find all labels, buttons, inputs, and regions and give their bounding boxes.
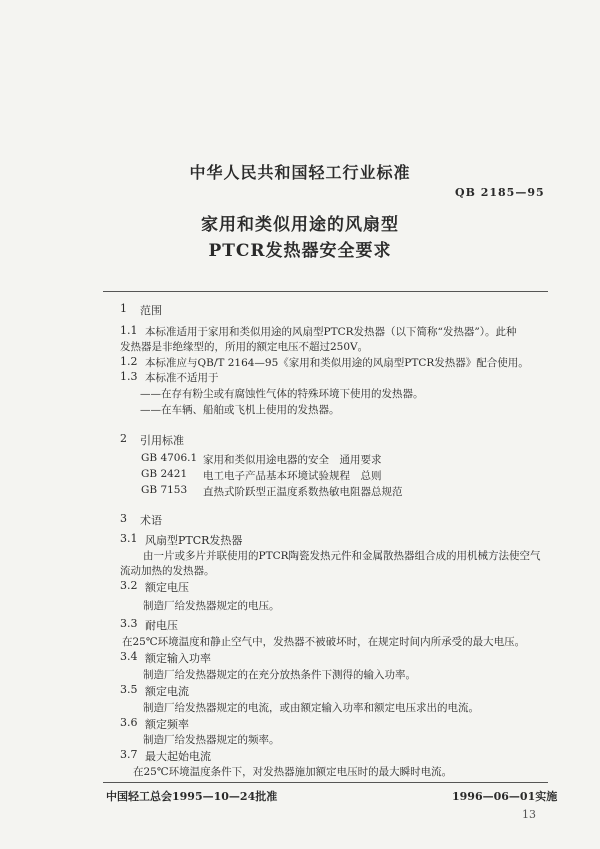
page-number: 13 — [522, 808, 536, 821]
term-3-2-number: 3.2 — [120, 579, 138, 592]
clause-1-1-text-line-1: 本标准适用于家用和类似用途的风扇型PTCR发热器（以下简称“发热器”）。此种 — [145, 326, 517, 338]
issuing-organization: 中华人民共和国轻工行业标准 — [189, 163, 411, 182]
term-3-6-title: 额定频率 — [145, 718, 189, 731]
reference-code: GB 4706.1 — [141, 452, 198, 464]
document-title-line-1: 家用和类似用途的风扇型 — [201, 215, 399, 235]
section-2-title: 引用标准 — [140, 434, 184, 447]
reference-title: 直热式阶跃型正温度系数热敏电阻器总规范 — [203, 486, 403, 498]
section-3-title: 术语 — [140, 514, 162, 527]
term-3-6-number: 3.6 — [120, 716, 138, 729]
term-3-4-title: 额定输入功率 — [145, 652, 211, 665]
approval-date: 中国轻工总会1995—10—24批准 — [106, 790, 278, 803]
term-3-5-number: 3.5 — [120, 683, 138, 696]
term-3-1-definition-line-1: 由一片或多片并联使用的PTCR陶瓷发热元件和金属散热器组合成的用机械方法使空气 — [143, 550, 541, 562]
term-3-7-number: 3.7 — [120, 748, 138, 761]
section-2-number: 2 — [120, 432, 127, 445]
term-3-2-title: 额定电压 — [145, 581, 189, 594]
standard-code: QB 2185—95 — [455, 186, 545, 199]
clause-1-3-number: 1.3 — [120, 370, 138, 383]
clause-1-1-number: 1.1 — [120, 324, 138, 337]
term-3-3-title: 耐电压 — [145, 619, 178, 632]
term-3-7-definition: 在25℃环境温度条件下，对发热器施加额定电压时的最大瞬时电流。 — [133, 766, 453, 778]
term-3-3-definition: 在25℃环境温度和静止空气中，发热器不被破坏时，在规定时间内所承受的最大电压。 — [122, 636, 526, 648]
term-3-1-number: 3.1 — [120, 532, 138, 545]
section-1-title: 范围 — [140, 304, 162, 317]
effective-date: 1996—06—01实施 — [452, 790, 558, 803]
term-3-4-definition: 制造厂给发热器规定的在充分放热条件下测得的输入功率。 — [143, 669, 416, 681]
term-3-4-number: 3.4 — [120, 650, 138, 663]
term-3-3-number: 3.3 — [120, 617, 138, 630]
clause-1-3-dash-item-2: ——在车辆、船舶或飞机上使用的发热器。 — [140, 404, 340, 416]
term-3-5-title: 额定电流 — [145, 685, 189, 698]
term-3-6-definition: 制造厂给发热器规定的频率。 — [143, 734, 280, 746]
term-3-7-title: 最大起始电流 — [145, 750, 211, 763]
term-3-1-title: 风扇型PTCR发热器 — [145, 534, 243, 547]
section-3-number: 3 — [120, 512, 127, 525]
reference-code: GB 7153 — [141, 484, 188, 496]
footer-divider — [103, 782, 548, 783]
term-3-2-definition: 制造厂给发热器规定的电压。 — [143, 600, 280, 612]
reference-code: GB 2421 — [141, 468, 188, 480]
reference-title: 电工电子产品基本环境试验规程 总则 — [203, 470, 382, 482]
section-1-number: 1 — [120, 302, 127, 315]
clause-1-1-text-line-2: 发热器是非绝缘型的，所用的额定电压不超过250V。 — [120, 341, 369, 353]
term-3-5-definition: 制造厂给发热器规定的电流，或由额定输入功率和额定电压求出的电流。 — [143, 702, 479, 714]
document-title-line-2: PTCR发热器安全要求 — [208, 241, 392, 261]
clause-1-3-dash-item-1: ——在存有粉尘或有腐蚀性气体的特殊环境下使用的发热器。 — [140, 388, 424, 400]
header-divider — [103, 291, 548, 292]
reference-title: 家用和类似用途电器的安全 通用要求 — [203, 454, 382, 466]
term-3-1-definition-line-2: 流动加热的发热器。 — [120, 565, 215, 577]
clause-1-3-text: 本标准不适用于 — [145, 372, 219, 384]
clause-1-2-text: 本标准应与QB/T 2164—95《家用和类似用途的风扇型PTCR发热器》配合使用。 — [145, 357, 529, 369]
clause-1-2-number: 1.2 — [120, 355, 138, 368]
